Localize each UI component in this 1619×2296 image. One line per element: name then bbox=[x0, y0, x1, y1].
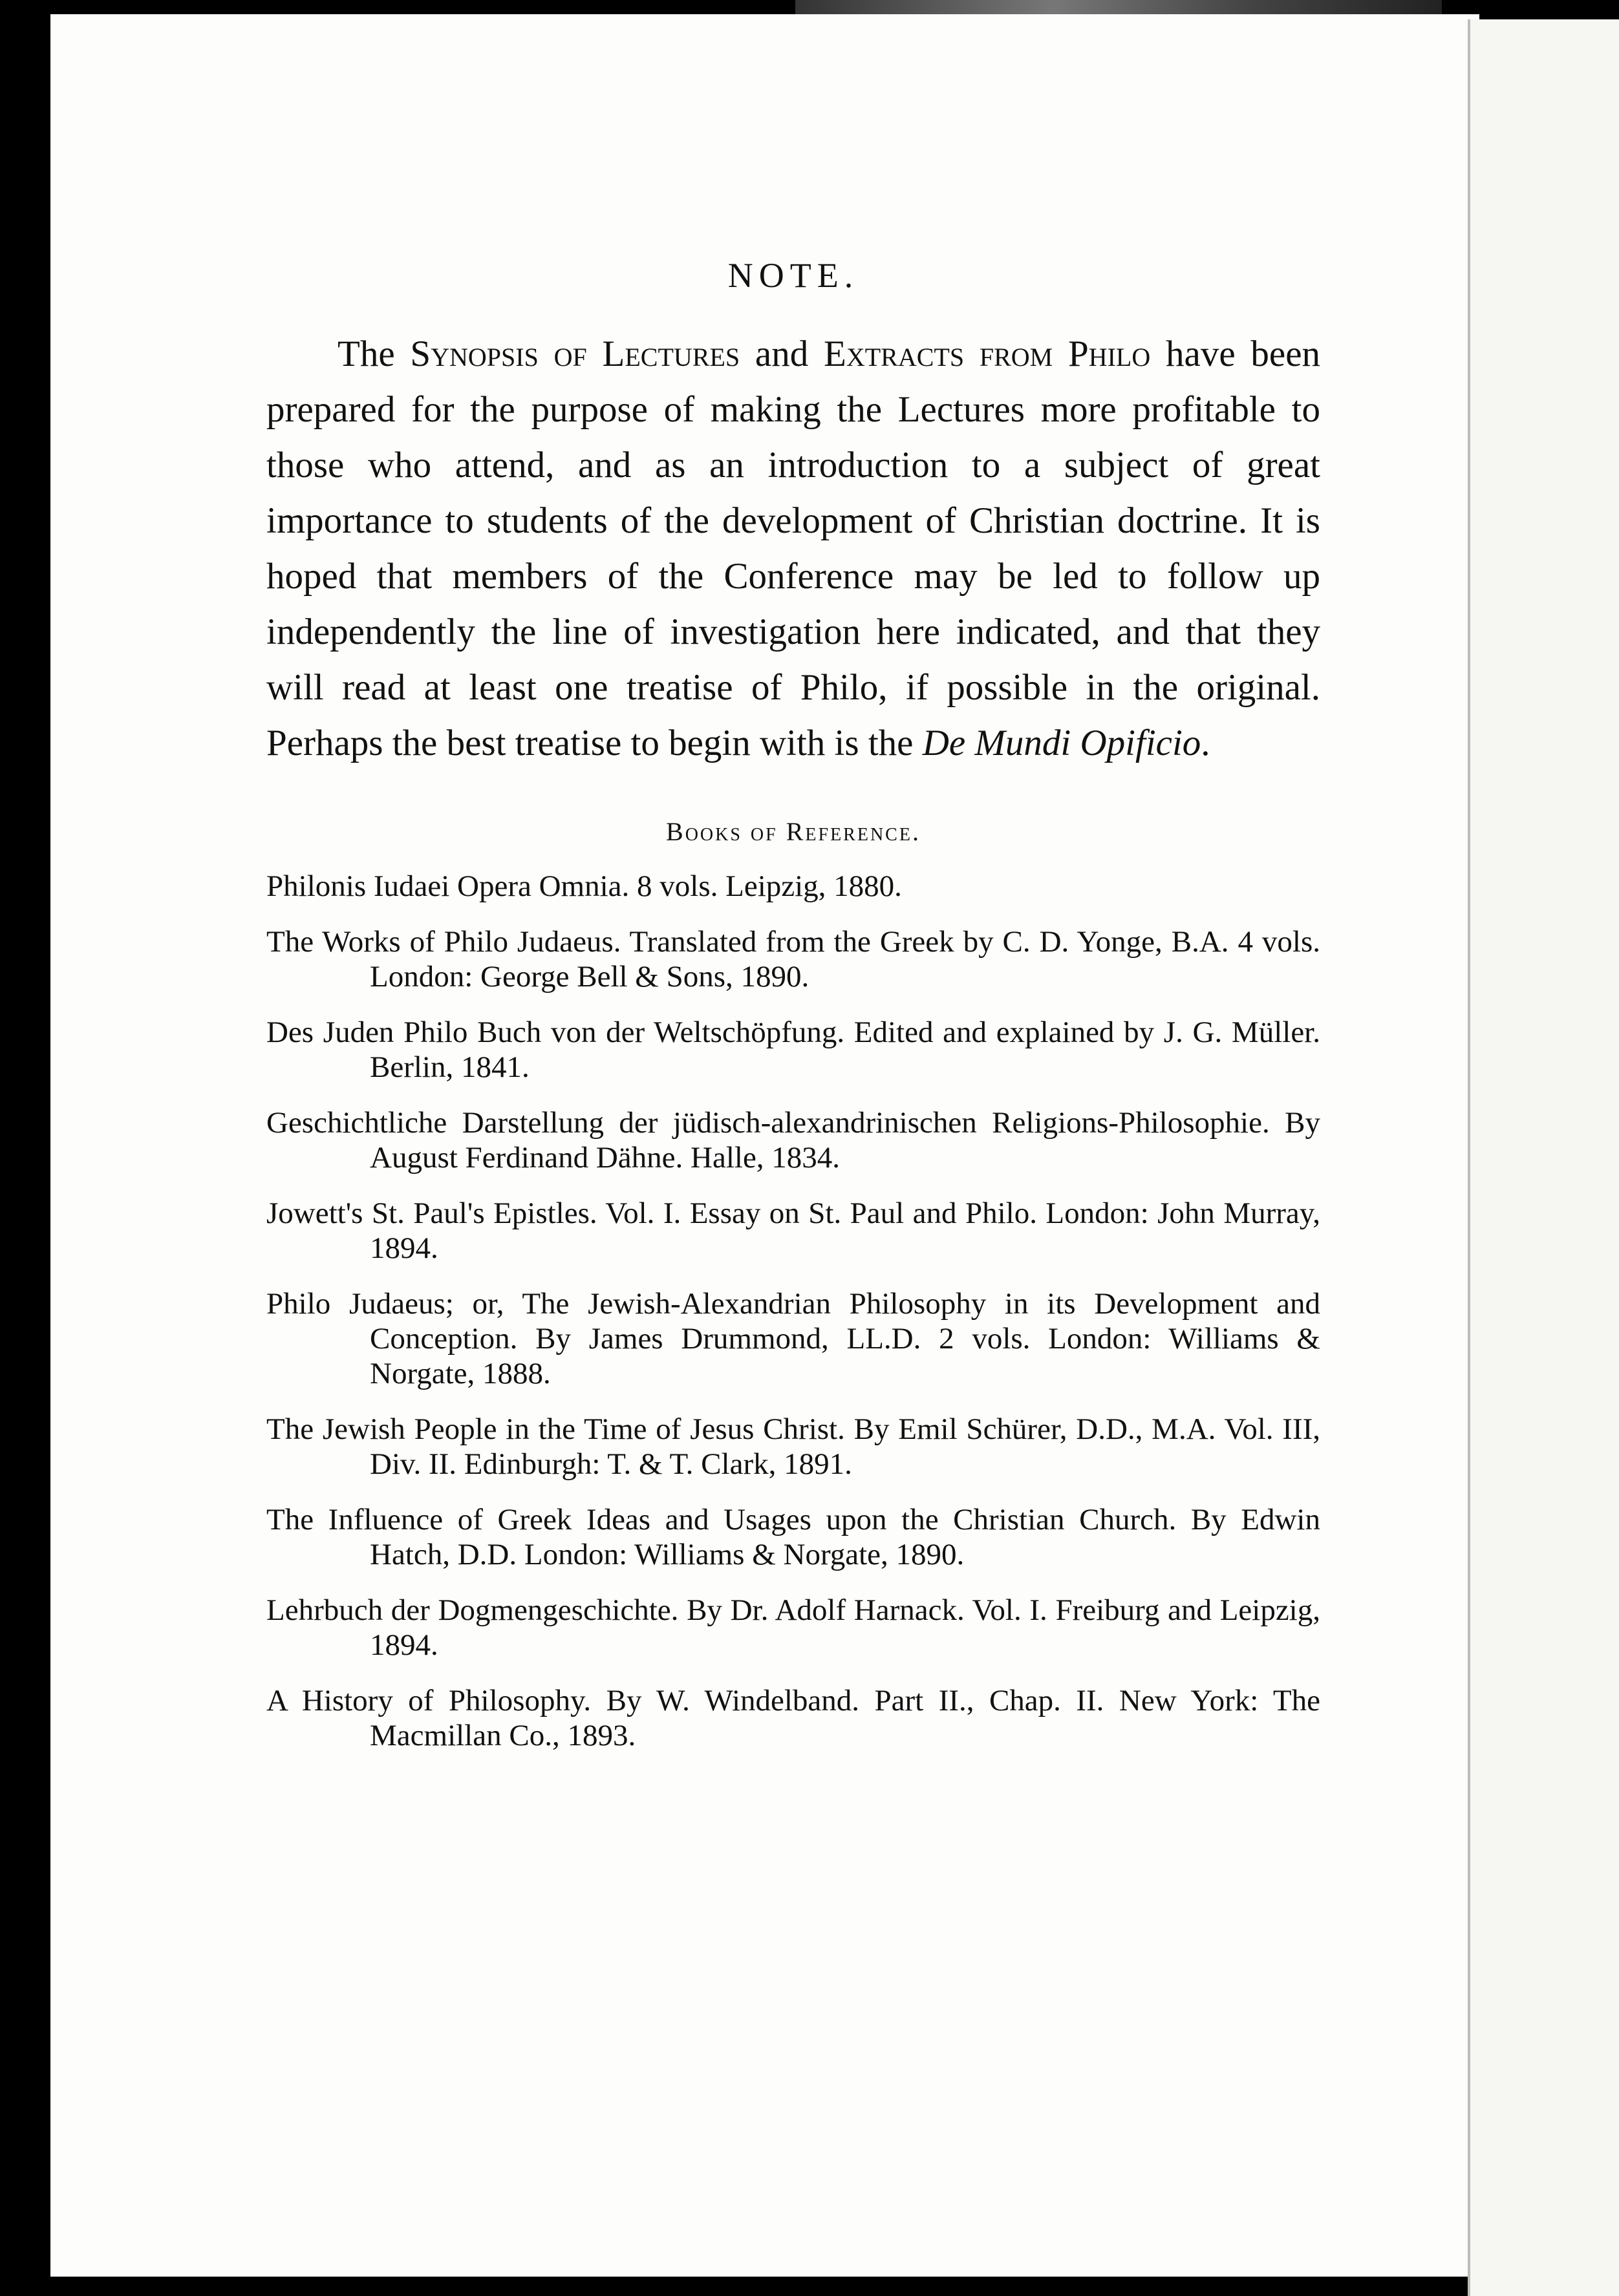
reference-item: Philo Judaeus; or, The Jewish-Alexandrian Philosophy in its Development and Conception. By James Drummond, LL.D. 2 vols. London: Williams & Norgate, 1888. bbox=[266, 1287, 1320, 1390]
note-title: NOTE. bbox=[727, 256, 859, 295]
reference-item: Geschichtliche Darstellung der jüdisch-alexandrinischen Religions-Philosophie. By August Ferdinand Dähne. Halle, 1834. bbox=[266, 1106, 1320, 1175]
books-of-reference-heading: Books of Reference. bbox=[666, 817, 921, 846]
note-text-3: have been prepared for the purpose of making the Lectures more profitable to those who attend, and as an introduction to a subject of great importance to students of the development of Christian doctrine. It is hoped that members of the Conference may be led to follow up independently the line of investigation here indicated, and that they will read at least one treatise of Philo, if possible in the original. Perhaps the best treatise to begin with is the bbox=[266, 334, 1320, 763]
note-paragraph bbox=[266, 326, 1320, 771]
synopsis-of-lectures: Synopsis of Lectures bbox=[410, 334, 740, 374]
note-text-2: and bbox=[740, 334, 824, 374]
reference-item: Philonis Iudaei Opera Omnia. 8 vols. Leipzig, 1880. bbox=[266, 869, 902, 903]
reference-item: Jowett's St. Paul's Epistles. Vol. I. Essay on St. Paul and Philo. London: John Murray, 1894. bbox=[266, 1196, 1320, 1265]
page-fold-margin bbox=[1468, 19, 1619, 2296]
reference-item: A History of Philosophy. By W. Windelband. Part II., Chap. II. New York: The Macmillan Co., 1893. bbox=[266, 1684, 1320, 1752]
reference-item: The Jewish People in the Time of Jesus Christ. By Emil Schürer, D.D., M.A. Vol. III, Div. II. Edinburgh: T. & T. Clark, 1891. bbox=[266, 1412, 1320, 1481]
note-text-1: The bbox=[338, 334, 411, 374]
reference-item: The Works of Philo Judaeus. Translated from the Greek by C. D. Yonge, B.A. 4 vols. London: George Bell & Sons, 1890. bbox=[266, 925, 1320, 994]
reference-item: Des Juden Philo Buch von der Weltschöpfung. Edited and explained by J. G. Müller. Berlin, 1841. bbox=[266, 1015, 1320, 1084]
reference-item: The Influence of Greek Ideas and Usages upon the Christian Church. By Edwin Hatch, D.D. London: Williams & Norgate, 1890. bbox=[266, 1503, 1320, 1571]
de-mundi-opificio: De Mundi Opificio bbox=[922, 723, 1201, 763]
page-content bbox=[266, 255, 1320, 1774]
note-text-4: . bbox=[1201, 723, 1210, 763]
extracts-from-philo: Extracts from Philo bbox=[824, 334, 1151, 374]
reference-item: Lehrbuch der Dogmengeschichte. By Dr. Adolf Harnack. Vol. I. Freiburg and Leipzig, 1894. bbox=[266, 1593, 1320, 1662]
